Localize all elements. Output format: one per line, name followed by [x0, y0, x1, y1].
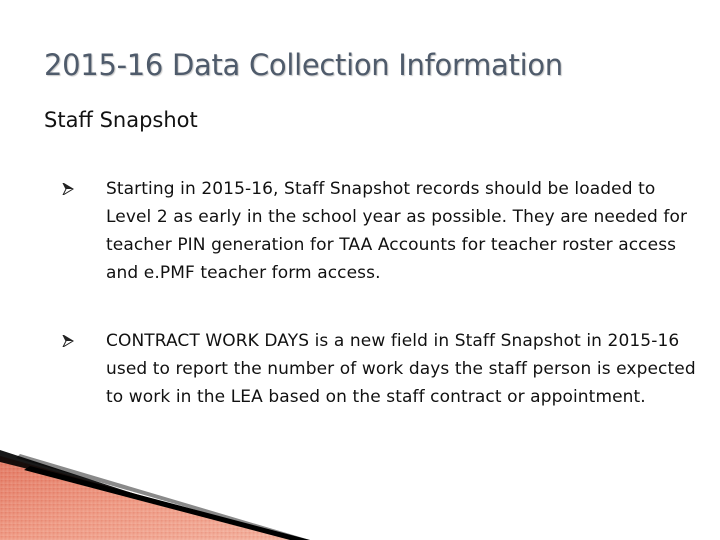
decorative-corner-swoosh — [0, 440, 720, 540]
bullet-text: CONTRACT WORK DAYS is a new field in Staff Snapshot in 2015-16 used to report the number of work days the staff person is expected to work in the LEA based on the staff contract or appointment. — [106, 331, 696, 407]
bullet-item — [62, 327, 702, 411]
bullet-item — [62, 175, 702, 287]
arrowhead-bullet-icon — [62, 335, 74, 347]
bullet-text: Starting in 2015-16, Staff Snapshot records should be loaded to Level 2 as early in the school year as possible. They are needed for teacher PIN generation for TAA Accounts for teacher roster access and e.PMF teacher form access. — [106, 179, 688, 283]
arrowhead-bullet-icon — [62, 183, 74, 195]
bullet-list — [62, 175, 702, 411]
slide-subtitle: Staff Snapshot — [44, 108, 198, 132]
slide-title: 2015-16 Data Collection Information — [44, 48, 563, 82]
